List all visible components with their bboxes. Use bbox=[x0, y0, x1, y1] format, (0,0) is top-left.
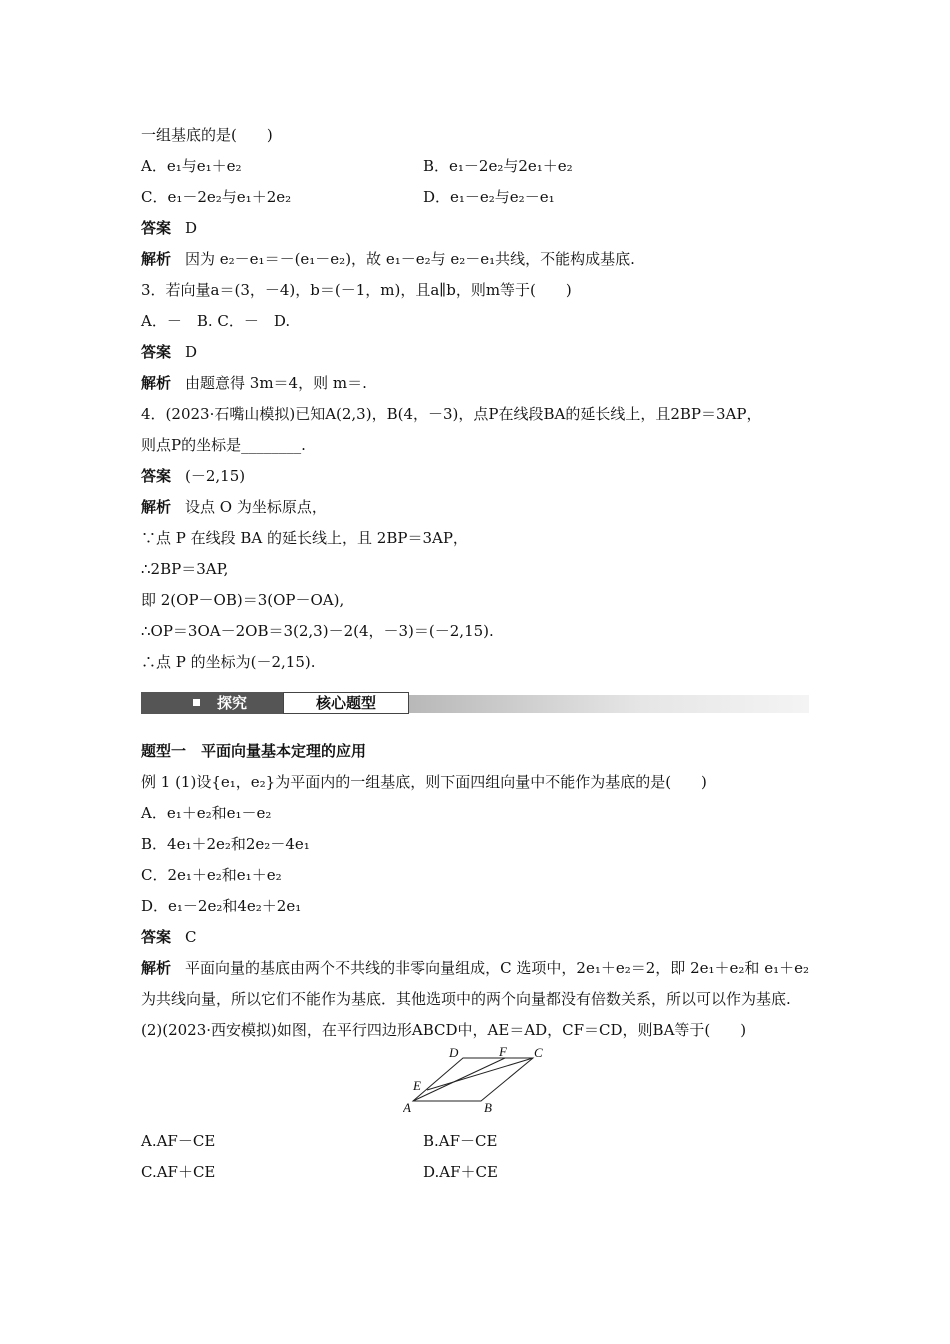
ex1-option-b: B．4e₁＋2e₂和2e₂－4e₁ bbox=[141, 835, 310, 853]
answer-value: (－2,15) bbox=[185, 467, 246, 485]
ex2-option-b: B.AF－CE bbox=[423, 1132, 498, 1150]
ex1-option-a: A．e₁＋e₂和e₁－e₂ bbox=[141, 804, 272, 822]
label-d: D bbox=[449, 1046, 459, 1060]
answer-value: D bbox=[185, 219, 198, 237]
q4-step: ∴点 P 的坐标为(－2,15). bbox=[141, 653, 316, 671]
segment-ce bbox=[427, 1058, 533, 1090]
q2-option-c: C．e₁－2e₂与e₁＋2e₂ bbox=[141, 188, 292, 206]
analysis-label: 解析 bbox=[141, 959, 172, 977]
q2-option-d: D．e₁－e₂与e₂－e₁ bbox=[423, 188, 555, 206]
section-banner bbox=[141, 692, 809, 714]
square-bullet-icon bbox=[193, 699, 200, 706]
q4-stem-line-2: 则点P的坐标是________. bbox=[141, 436, 306, 454]
ex1-analysis bbox=[141, 953, 809, 1015]
analysis-label: 解析 bbox=[141, 374, 172, 392]
ex2-option-d: D.AF＋CE bbox=[423, 1163, 498, 1181]
analysis-text: 设点 O 为坐标原点， bbox=[185, 498, 327, 516]
label-e: E bbox=[413, 1078, 421, 1093]
q4-step: 即 2(OP－OB)＝3(OP－OA), bbox=[141, 591, 345, 609]
parallelogram-diagram bbox=[403, 1046, 543, 1124]
analysis-label: 解析 bbox=[141, 498, 172, 516]
label-b: B bbox=[484, 1100, 492, 1115]
answer-value: D bbox=[185, 343, 198, 361]
q2-option-b: B．e₁－2e₂与2e₁＋e₂ bbox=[423, 157, 573, 175]
analysis-text: 因为 e₂－e₁＝－(e₁－e₂)，故 e₁－e₂与 e₂－e₁共线，不能构成基底. bbox=[185, 250, 635, 268]
q4-stem-line-1: 4．(2023·石嘴山模拟)已知A(2,3)，B(4，－3)，点P在线段BA的延长线上，且2BP＝3AP， bbox=[141, 405, 762, 423]
answer-label: 答案 bbox=[141, 467, 172, 485]
q4-answer bbox=[141, 461, 809, 492]
q3-analysis bbox=[141, 368, 809, 399]
analysis-label: 解析 bbox=[141, 250, 172, 268]
q2-stem-tail: 一组基底的是( ) bbox=[141, 126, 273, 144]
q3-options: A．－ B. C．－ D. bbox=[141, 312, 291, 330]
q4-step: ∴2BP＝3AP, bbox=[141, 560, 229, 578]
segment-af bbox=[413, 1058, 505, 1101]
analysis-text: 平面向量的基底由两个不共线的非零向量组成，C 选项中，2e₁＋e₂＝2，即 2e₁＋e₂和 e₁＋e₂为共线向量，所以它们不能作为基底．其他选项中的两个向量都没有倍数关系，所以可以作为基底. bbox=[141, 959, 809, 1008]
q4-analysis bbox=[141, 492, 809, 523]
ex2-stem: (2)(2023·西安模拟)如图，在平行四边形ABCD中，AE＝AD，CF＝CD，则BA等于( ) bbox=[141, 1021, 747, 1039]
ex2-options-row-1 bbox=[141, 1126, 809, 1157]
ex2-option-a: A.AF－CE bbox=[141, 1132, 216, 1150]
q2-analysis bbox=[141, 244, 809, 275]
analysis-text: 由题意得 3m＝4，则 m＝. bbox=[185, 374, 367, 392]
ex1-answer bbox=[141, 922, 809, 953]
q2-options-row-2 bbox=[141, 182, 809, 213]
banner-right-label: 核心题型 bbox=[283, 692, 409, 714]
banner-dark-block bbox=[141, 692, 283, 714]
q2-answer bbox=[141, 213, 809, 244]
label-a: A bbox=[403, 1100, 411, 1115]
answer-label: 答案 bbox=[141, 219, 172, 237]
q3-answer bbox=[141, 337, 809, 368]
ex1-option-c: C．2e₁＋e₂和e₁＋e₂ bbox=[141, 866, 282, 884]
label-f: F bbox=[499, 1046, 507, 1059]
parallelogram-figure bbox=[141, 1046, 809, 1126]
answer-value: C bbox=[185, 928, 197, 946]
answer-label: 答案 bbox=[141, 343, 172, 361]
document-page bbox=[141, 120, 809, 1188]
ex1-option-d: D．e₁－2e₂和4e₂＋2e₁ bbox=[141, 897, 302, 915]
q4-step: ∴OP＝3OA－2OB＝3(2,3)－2(4，－3)＝(－2,15). bbox=[141, 622, 494, 640]
ex2-options-row-2 bbox=[141, 1157, 809, 1188]
q2-option-a: A．e₁与e₁＋e₂ bbox=[141, 157, 242, 175]
label-c: C bbox=[534, 1046, 543, 1060]
banner-left-label: 探究 bbox=[217, 694, 248, 712]
answer-label: 答案 bbox=[141, 928, 172, 946]
ex1-stem: 例 1 (1)设{e₁，e₂}为平面内的一组基底，则下面四组向量中不能作为基底的是( ) bbox=[141, 773, 707, 791]
q3-stem: 3．若向量a＝(3，－4)，b＝(－1，m)，且a∥b，则m等于( ) bbox=[141, 281, 572, 299]
q4-step: ∵点 P 在线段 BA 的延长线上，且 2BP＝3AP， bbox=[141, 529, 468, 547]
q2-options-row-1 bbox=[141, 151, 809, 182]
parallelogram-abcd bbox=[413, 1058, 533, 1101]
ex2-option-c: C.AF＋CE bbox=[141, 1163, 216, 1181]
section-title: 题型一 平面向量基本定理的应用 bbox=[141, 742, 367, 760]
